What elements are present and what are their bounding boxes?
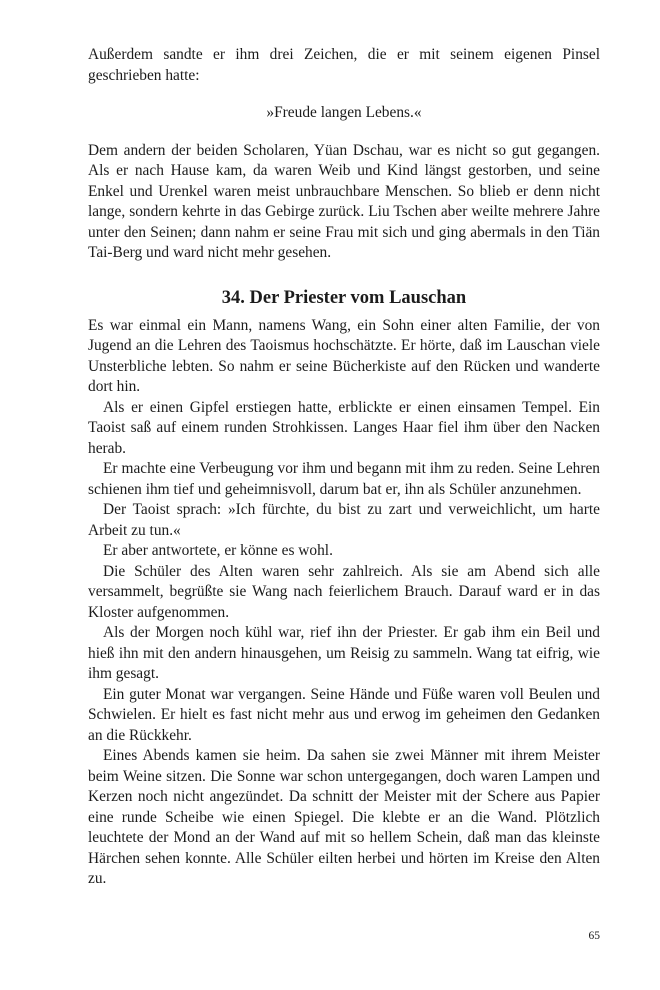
intro-paragraph-2: Dem andern der beiden Scholaren, Yüan Dschau, war es nicht so gut gegangen. Als er nach Hause kam, da waren Weib und Kind längst gestorben, und seine Enkel und Urenkel waren meist unbrauchbare Menschen. So blieb er denn nicht lange, sondern kehrte in das Gebirge zurück. Liu Tschen aber weilte mehrere Jahre unter den Seinen; dann nahm er seine Frau mit sich und ging abermals in den Tiän Tai-Berg und ward nicht mehr gesehen.	[88, 141, 600, 261]
chapter-paragraph-8: Ein guter Monat war vergangen. Seine Hände und Füße waren voll Beulen und Schwielen. Er hielt es fast nicht mehr aus und erwog im geheimen den Gedanken an die Rückkehr.	[88, 685, 600, 744]
chapter-paragraph-3: Er machte eine Verbeugung vor ihm und begann mit ihm zu reden. Seine Lehren schienen ihm tief und geheimnisvoll, darum bat er, ihn als Schüler anzunehmen.	[88, 460, 600, 498]
chapter-title: 34. Der Priester vom Lauschan	[221, 287, 467, 308]
intro-paragraph-1: Außerdem sandte er ihm drei Zeichen, die er mit seinem eigenen Pinsel geschrieben hatte:	[88, 46, 600, 84]
chapter-paragraph-6: Die Schüler des Alten waren sehr zahlreich. Als sie am Abend sich alle versammelt, begrüßte sie Wang nach feierlichem Brauch. Darauf ward er in das Kloster aufgenommen.	[88, 562, 600, 621]
chapter-paragraph-5: Er aber antwortete, er könne es wohl.	[103, 542, 333, 559]
chapter-paragraph-2: Als er einen Gipfel erstiegen hatte, erblickte er einen einsamen Tempel. Ein Taoist saß auf einem runden Strohkissen. Langes Haar fiel ihm über den Nacken herab.	[88, 398, 600, 457]
page-number: 65	[588, 930, 600, 942]
chapter-paragraph-1: Es war einmal ein Mann, namens Wang, ein Sohn einer alten Familie, der von Jugend an die Lehren des Taoismus hochschätzte. Er hörte, daß im Lauschan viele Unsterbliche lebten. So nahm er seine Bücherkiste auf den Rücken und wanderte dort hin.	[88, 316, 600, 395]
chapter-paragraph-4: Der Taoist sprach: »Ich fürchte, du bist zu zart und verweichlicht, um harte Arbeit zu tun.«	[88, 501, 600, 539]
inscription-quote: »Freude langen Lebens.«	[266, 104, 422, 121]
book-page	[88, 45, 600, 890]
chapter-paragraph-9: Eines Abends kamen sie heim. Da sahen sie zwei Männer mit ihrem Meister beim Weine sitzen. Die Sonne war schon untergegangen, doch waren Lampen und Kerzen noch nicht angezündet. Da schnitt der Meister mit der Schere aus Papier eine runde Scheibe wie einen Spiegel. Die klebte er an die Wand. Plötzlich leuchtete der Mond an der Wand auf mit so hellem Schein, daß man das kleinste Härchen sehen konnte. Alle Schüler eilten herbei und hörten im Kreise den Alten zu.	[88, 747, 600, 887]
chapter-paragraph-7: Als der Morgen noch kühl war, rief ihn der Priester. Er gab ihm ein Beil und hieß ihn mit den andern hinausgehen, um Reisig zu sammeln. Wang tat eifrig, wie ihm gesagt.	[88, 624, 600, 682]
